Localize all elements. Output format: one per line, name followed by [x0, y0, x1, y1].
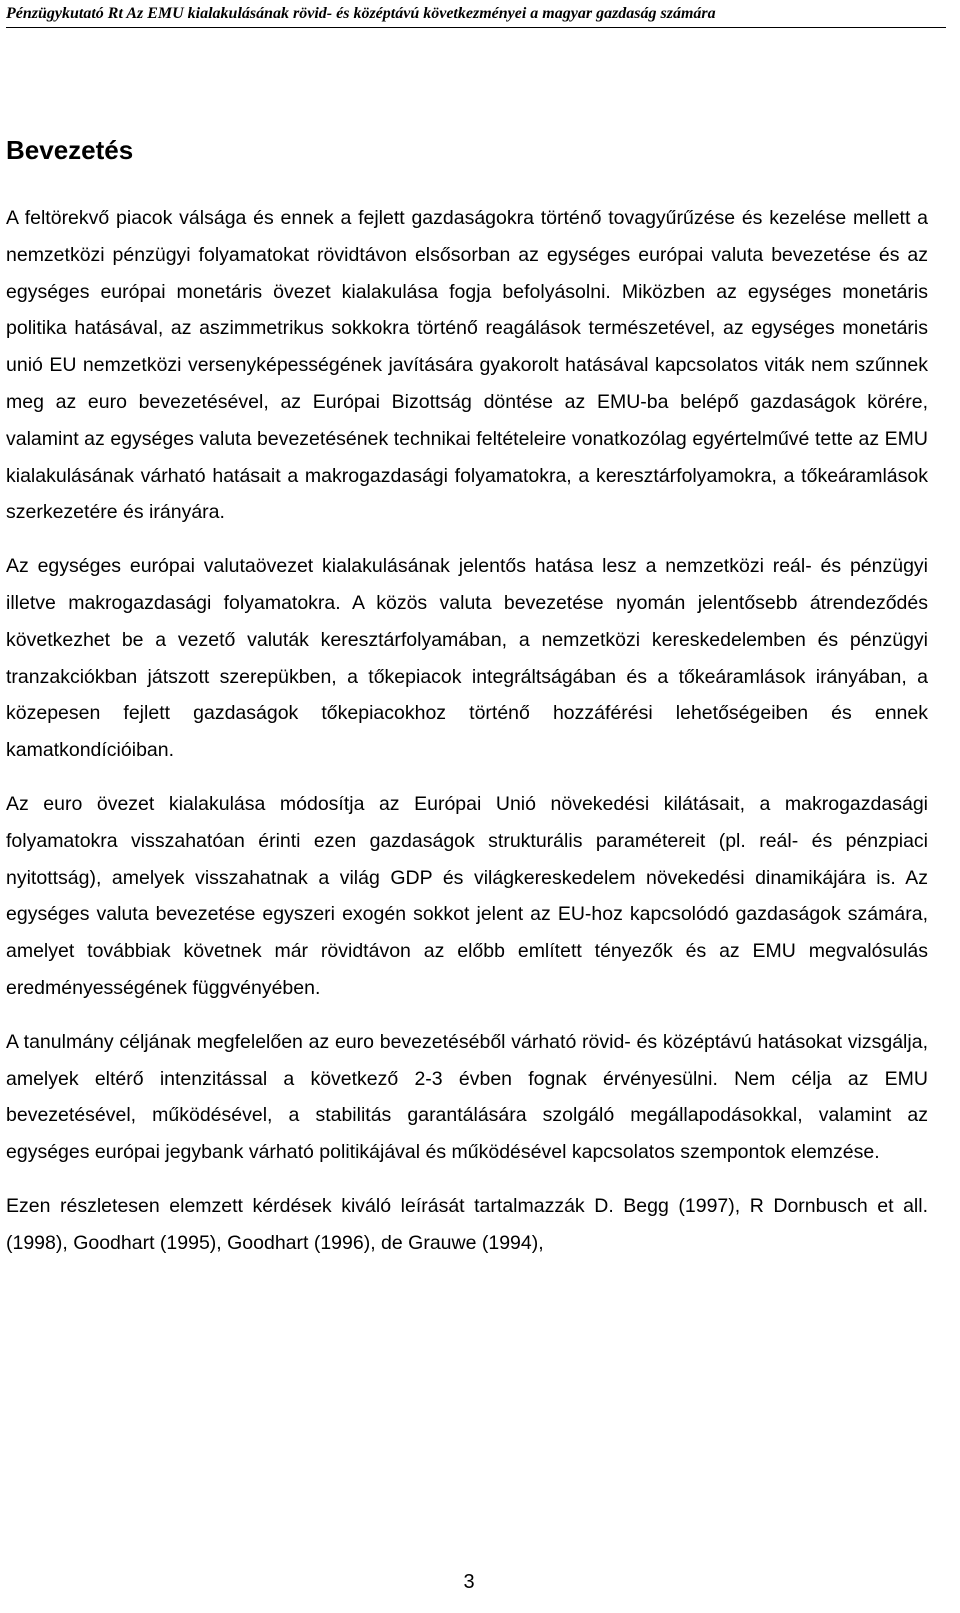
- paragraph: A tanulmány céljának megfelelően az euro bevezetéséből várható rövid- és középtávú hatásokat vizsgálja, amelyek eltérő intenzitással a következő 2-3 évben fognak érvényesülni. Nem célja az EMU bevezetésével, működésével, a stabilitás garantálására szolgáló megállapodásokkal, valamint az egységes európai jegybank várható politikájával és működésével kapcsolatos szempontok elemzése.: [6, 1030, 928, 1164]
- page-number: 3: [463, 1571, 475, 1593]
- paragraph: Ezen részletesen elemzett kérdések kiváló leírását tartalmazzák D. Begg (1997), R Dornbusch et all. (1998), Goodhart (1995), Goodhart (1996), de Grauwe (1994),: [6, 1194, 928, 1254]
- section-heading: Bevezetés: [6, 135, 134, 165]
- paragraph: A feltörekvő piacok válsága és ennek a fejlett gazdaságokra történő tovagyűrűzése és kezelése mellett a nemzetközi pénzügyi folyamatokat rövidtávon elsősorban az egységes európai valuta bevezetése és az egységes európai monetáris övezet kialakulása fogja befolyásolni. Miközben az egységes monetáris politika hatásával, az aszimmetrikus sokkokra történő reagálások természetével, az egységes monetáris unió EU nemzetközi versenyképességének javítására gyakorolt hatásával kapcsolatos viták nem szűnnek meg az euro bevezetésével, az Európai Bizottság döntése az EMU-ba belépő gazdaságok körére, valamint az egységes valuta bevezetésének technikai feltételeire vonatkozólag egyértelművé tette az EMU kialakulásának várható hatásait a makrogazdasági folyamatokra, a keresztárfolyamokra, a tőkeáramlások szerkezetére és irányára.: [6, 207, 928, 524]
- paragraph: Az euro övezet kialakulása módosítja az Európai Unió növekedési kilátásait, a makrogazdasági folyamatokra visszahatóan érinti ezen gazdaságok strukturális paramétereit (pl. reál- és pénzpiaci nyitottság), amelyek visszahatnak a világ GDP és világkereskedelem növekedési dinamikájára is. Az egységes valuta bevezetése egyszeri exogén sokkot jelent az EU-hoz kapcsolódó gazdaságok számára, amelyet továbbiak követnek már rövidtávon az előbb említett tényezők és az EMU megvalósulás eredményességének függvényében.: [6, 792, 928, 999]
- body-text: [6, 200, 928, 1279]
- paragraph: Az egységes európai valutaövezet kialakulásának jelentős hatása lesz a nemzetközi reál- és pénzügyi illetve makrogazdasági folyamatokra. A közös valuta bevezetése nyomán jelentősebb átrendeződés következhet be a vezető valuták keresztárfolyamában, a nemzetközi kereskedelemben és pénzügyi tranzakciókban játszott szerepükben, a tőkepiacok integráltságában és a tőkeáramlások irányában, a közepesen fejlett gazdaságok tőkepiacokhoz történő hozzáférési lehetőségeiben és ennek kamatkondícióiban.: [6, 555, 928, 762]
- running-header: Pénzügykutató Rt Az EMU kialakulásának rövid- és középtávú következményei a magyar gazdaság számára: [6, 2, 946, 28]
